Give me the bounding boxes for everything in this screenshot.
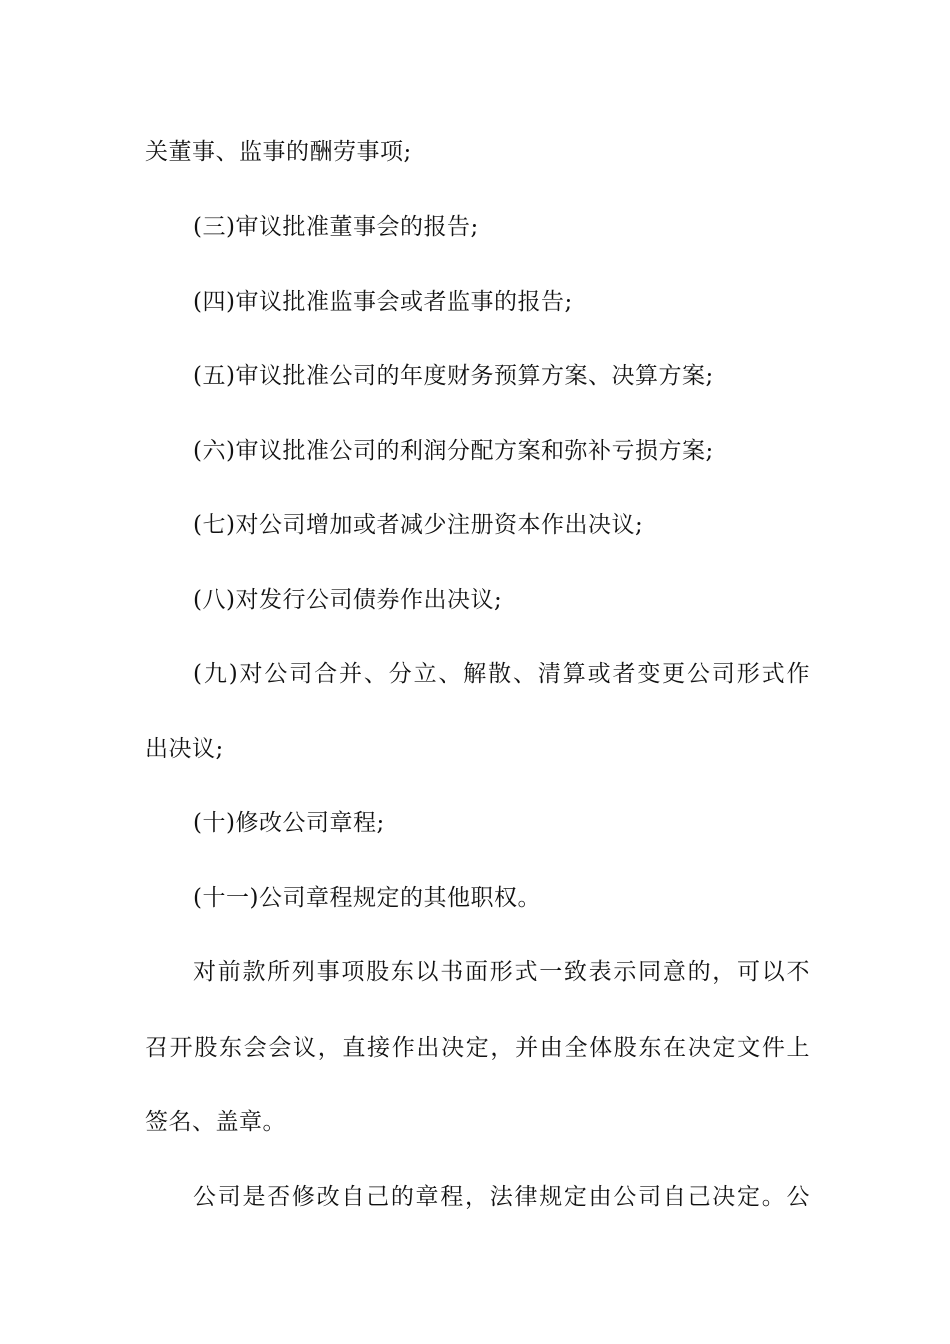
text-line-4: (五)审议批准公司的年度财务预算方案、决算方案; xyxy=(193,363,714,389)
text-line-11: (十一)公司章程规定的其他职权。 xyxy=(193,885,541,911)
text-line-13: 召开股东会会议，直接作出决定，并由全体股东在决定文件上 xyxy=(145,1035,810,1061)
text-line-1: 关董事、监事的酬劳事项; xyxy=(145,139,412,165)
text-line-5: (六)审议批准公司的利润分配方案和弥补亏损方案; xyxy=(193,438,714,464)
text-line-7: (八)对发行公司债券作出决议; xyxy=(193,587,503,613)
text-line-9: 出决议; xyxy=(145,736,224,762)
text-line-12: 对前款所列事项股东以书面形式一致表示同意的，可以不 xyxy=(193,959,810,985)
text-line-15: 公司是否修改自己的章程，法律规定由公司自己决定。公 xyxy=(193,1184,810,1210)
text-line-10: (十)修改公司章程; xyxy=(193,810,385,836)
text-line-3: (四)审议批准监事会或者监事的报告; xyxy=(193,289,573,315)
text-line-6: (七)对公司增加或者减少注册资本作出决议; xyxy=(193,512,644,538)
text-line-14: 签名、盖章。 xyxy=(145,1109,286,1135)
text-line-2: (三)审议批准董事会的报告; xyxy=(193,214,479,240)
text-line-8: (九)对公司合并、分立、解散、清算或者变更公司形式作 xyxy=(193,661,810,687)
